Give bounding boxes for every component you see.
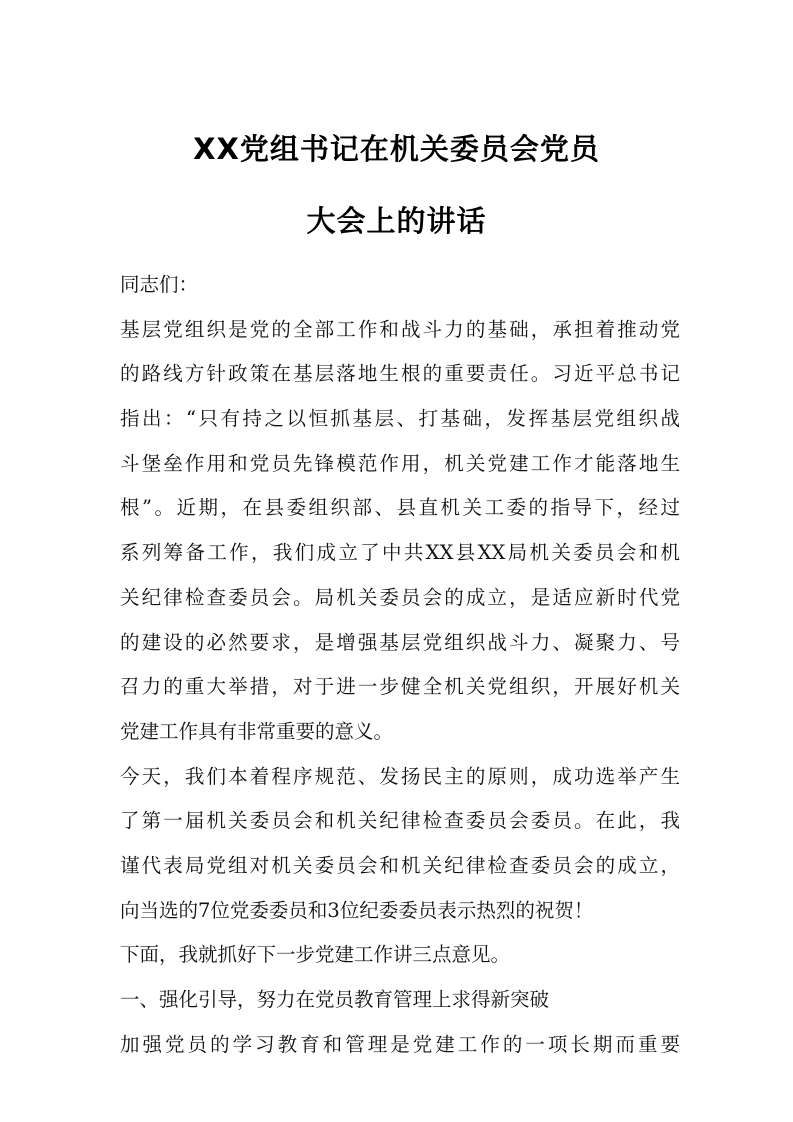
body-line: 系列筹备工作，我们成立了中共XX县XX局机关委员会和机 xyxy=(120,541,680,565)
salutation-line: 同志们： xyxy=(120,273,199,296)
body-line: 关纪律检查委员会。局机关委员会的成立，是适应新时代党 xyxy=(120,585,680,609)
body-line: 谨代表局党组对机关委员会和机关纪律检查委员会的成立， xyxy=(120,853,680,877)
document-title-line-2: 大会上的讲话 xyxy=(306,204,487,238)
body-line: 的建设的必然要求，是增强基层党组织战斗力、凝聚力、号 xyxy=(120,630,680,654)
body-line: 召力的重大举措，对于进一步健全机关党组织，开展好机关 xyxy=(120,675,680,699)
document-title-line-1: XX党组书记在机关委员会党员 xyxy=(193,132,600,166)
body-line: 的路线方针政策在基层落地生根的重要责任。习近平总书记 xyxy=(120,362,680,386)
body-line: 加强党员的学习教育和管理是党建工作的一项长期而重要 xyxy=(120,1032,680,1056)
section-heading: 一、强化引导，努力在党员教育管理上求得新突破 xyxy=(120,988,550,1011)
document-body xyxy=(120,263,680,1067)
body-line: 向当选的7位党委委员和3位纪委委员表示热烈的祝贺！ xyxy=(120,898,594,922)
body-line: 今天，我们本着程序规范、发扬民主的原则，成功选举产生 xyxy=(120,764,680,788)
body-line: 指出：“只有持之以恒抓基层、打基础，发挥基层党组织战 xyxy=(120,407,680,431)
body-line: 下面，我就抓好下一步党建工作讲三点意见。 xyxy=(120,943,511,967)
body-line: 根”。近期，在县委组织部、县直机关工委的指导下，经过 xyxy=(120,496,680,520)
body-line: 斗堡垒作用和党员先锋模范作用，机关党建工作才能落地生 xyxy=(120,451,680,475)
body-line: 基层党组织是党的全部工作和战斗力的基础，承担着推动党 xyxy=(120,317,680,341)
body-line: 党建工作具有非常重要的意义。 xyxy=(120,719,394,743)
body-line: 了第一届机关委员会和机关纪律检查委员会委员。在此，我 xyxy=(120,809,680,833)
